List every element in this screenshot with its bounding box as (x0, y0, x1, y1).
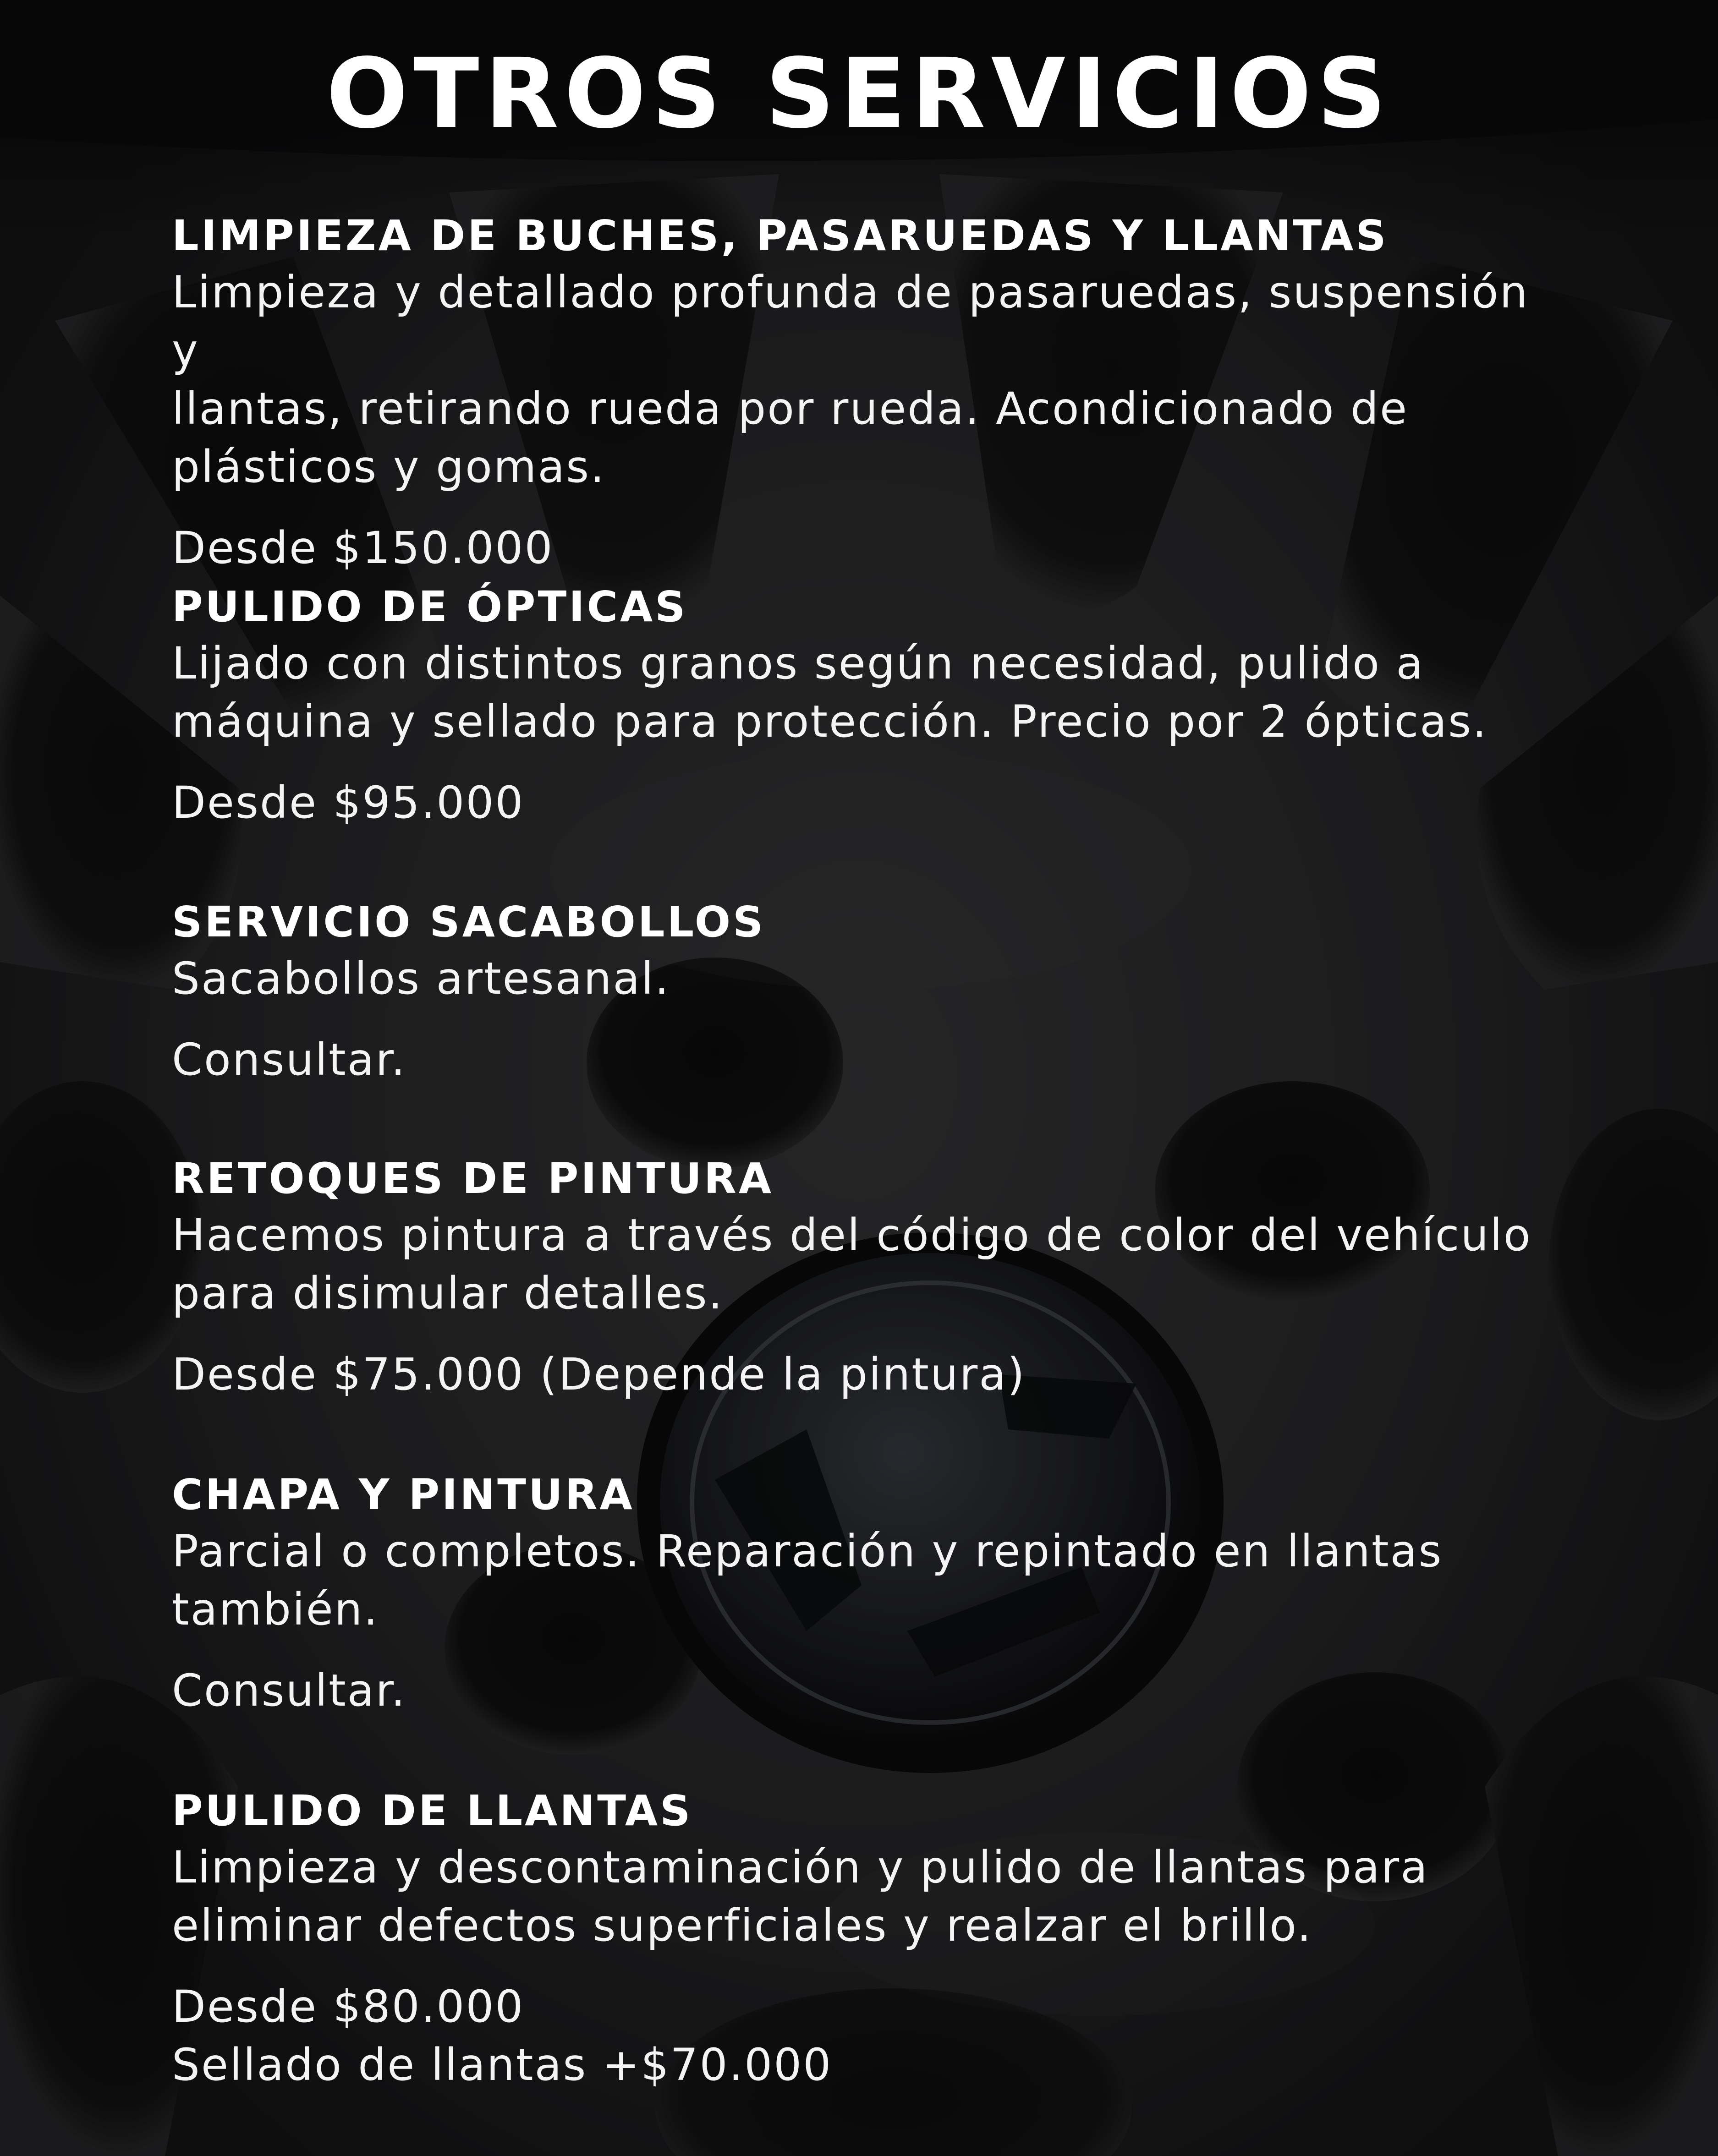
service-description (172, 1206, 1547, 1323)
service-price-line: Desde $150.000 (172, 522, 554, 574)
service-name: PULIDO DE LLANTAS (172, 1786, 693, 1835)
service-item-chapa-pintura (172, 1467, 1547, 1720)
service-price (172, 519, 1547, 577)
service-name: PULIDO DE ÓPTICAS (172, 582, 688, 631)
service-description-line: Lijado con distintos granos según necesidad, pulido a (172, 638, 1425, 689)
service-description (172, 263, 1547, 496)
service-price (172, 1346, 1547, 1404)
service-description (172, 1522, 1547, 1639)
service-description-line: para disimular detalles. (172, 1268, 724, 1319)
service-price-line: Desde $80.000 (172, 1981, 525, 2032)
service-name: SERVICIO SACABOLLOS (172, 897, 766, 947)
service-description-line: Parcial o completos. Reparación y repintado en llantas (172, 1526, 1443, 1577)
service-description (172, 950, 1547, 1008)
service-description-line: máquina y sellado para protección. Precio por 2 ópticas. (172, 696, 1488, 747)
service-item-sacabollos (172, 895, 1547, 1089)
service-description-line: Limpieza y descontaminación y pulido de llantas para (172, 1842, 1429, 1893)
service-description-line: llantas, retirando rueda por rueda. Acondicionado de (172, 383, 1409, 434)
service-name: RETOQUES DE PINTURA (172, 1154, 774, 1203)
service-item-retoques-pintura (172, 1151, 1547, 1404)
service-item-limpieza-buches (172, 208, 1547, 577)
service-price-line: Sellado de llantas +$70.000 (172, 2039, 833, 2090)
service-price (172, 1031, 1547, 1089)
service-price-line: Desde $95.000 (172, 777, 525, 828)
service-price (172, 1978, 1547, 2094)
service-item-pulido-opticas (172, 580, 1547, 832)
service-description-line: eliminar defectos superficiales y realzar el brillo. (172, 1900, 1312, 1951)
service-price-line: Consultar. (172, 1034, 406, 1085)
service-description-line: Limpieza y detallado profunda de pasaruedas, suspensión y (172, 267, 1529, 376)
service-description (172, 1839, 1547, 1955)
service-name: CHAPA Y PINTURA (172, 1470, 635, 1519)
service-price (172, 1662, 1547, 1720)
service-item-pulido-llantas (172, 1784, 1547, 2094)
service-description-line: plásticos y gomas. (172, 441, 606, 492)
service-description-line: Sacabollos artesanal. (172, 953, 670, 1004)
service-price-line: Desde $75.000 (Depende la pintura) (172, 1349, 1026, 1400)
service-description-line: también. (172, 1584, 379, 1635)
service-description-line: Hacemos pintura a través del código de color del vehículo (172, 1209, 1532, 1261)
service-price (172, 774, 1547, 832)
page-title: OTROS SERVICIOS (326, 38, 1392, 150)
service-description (172, 635, 1547, 751)
service-price-line: Consultar. (172, 1665, 406, 1716)
service-name: LIMPIEZA DE BUCHES, PASARUEDAS Y LLANTAS (172, 211, 1389, 260)
